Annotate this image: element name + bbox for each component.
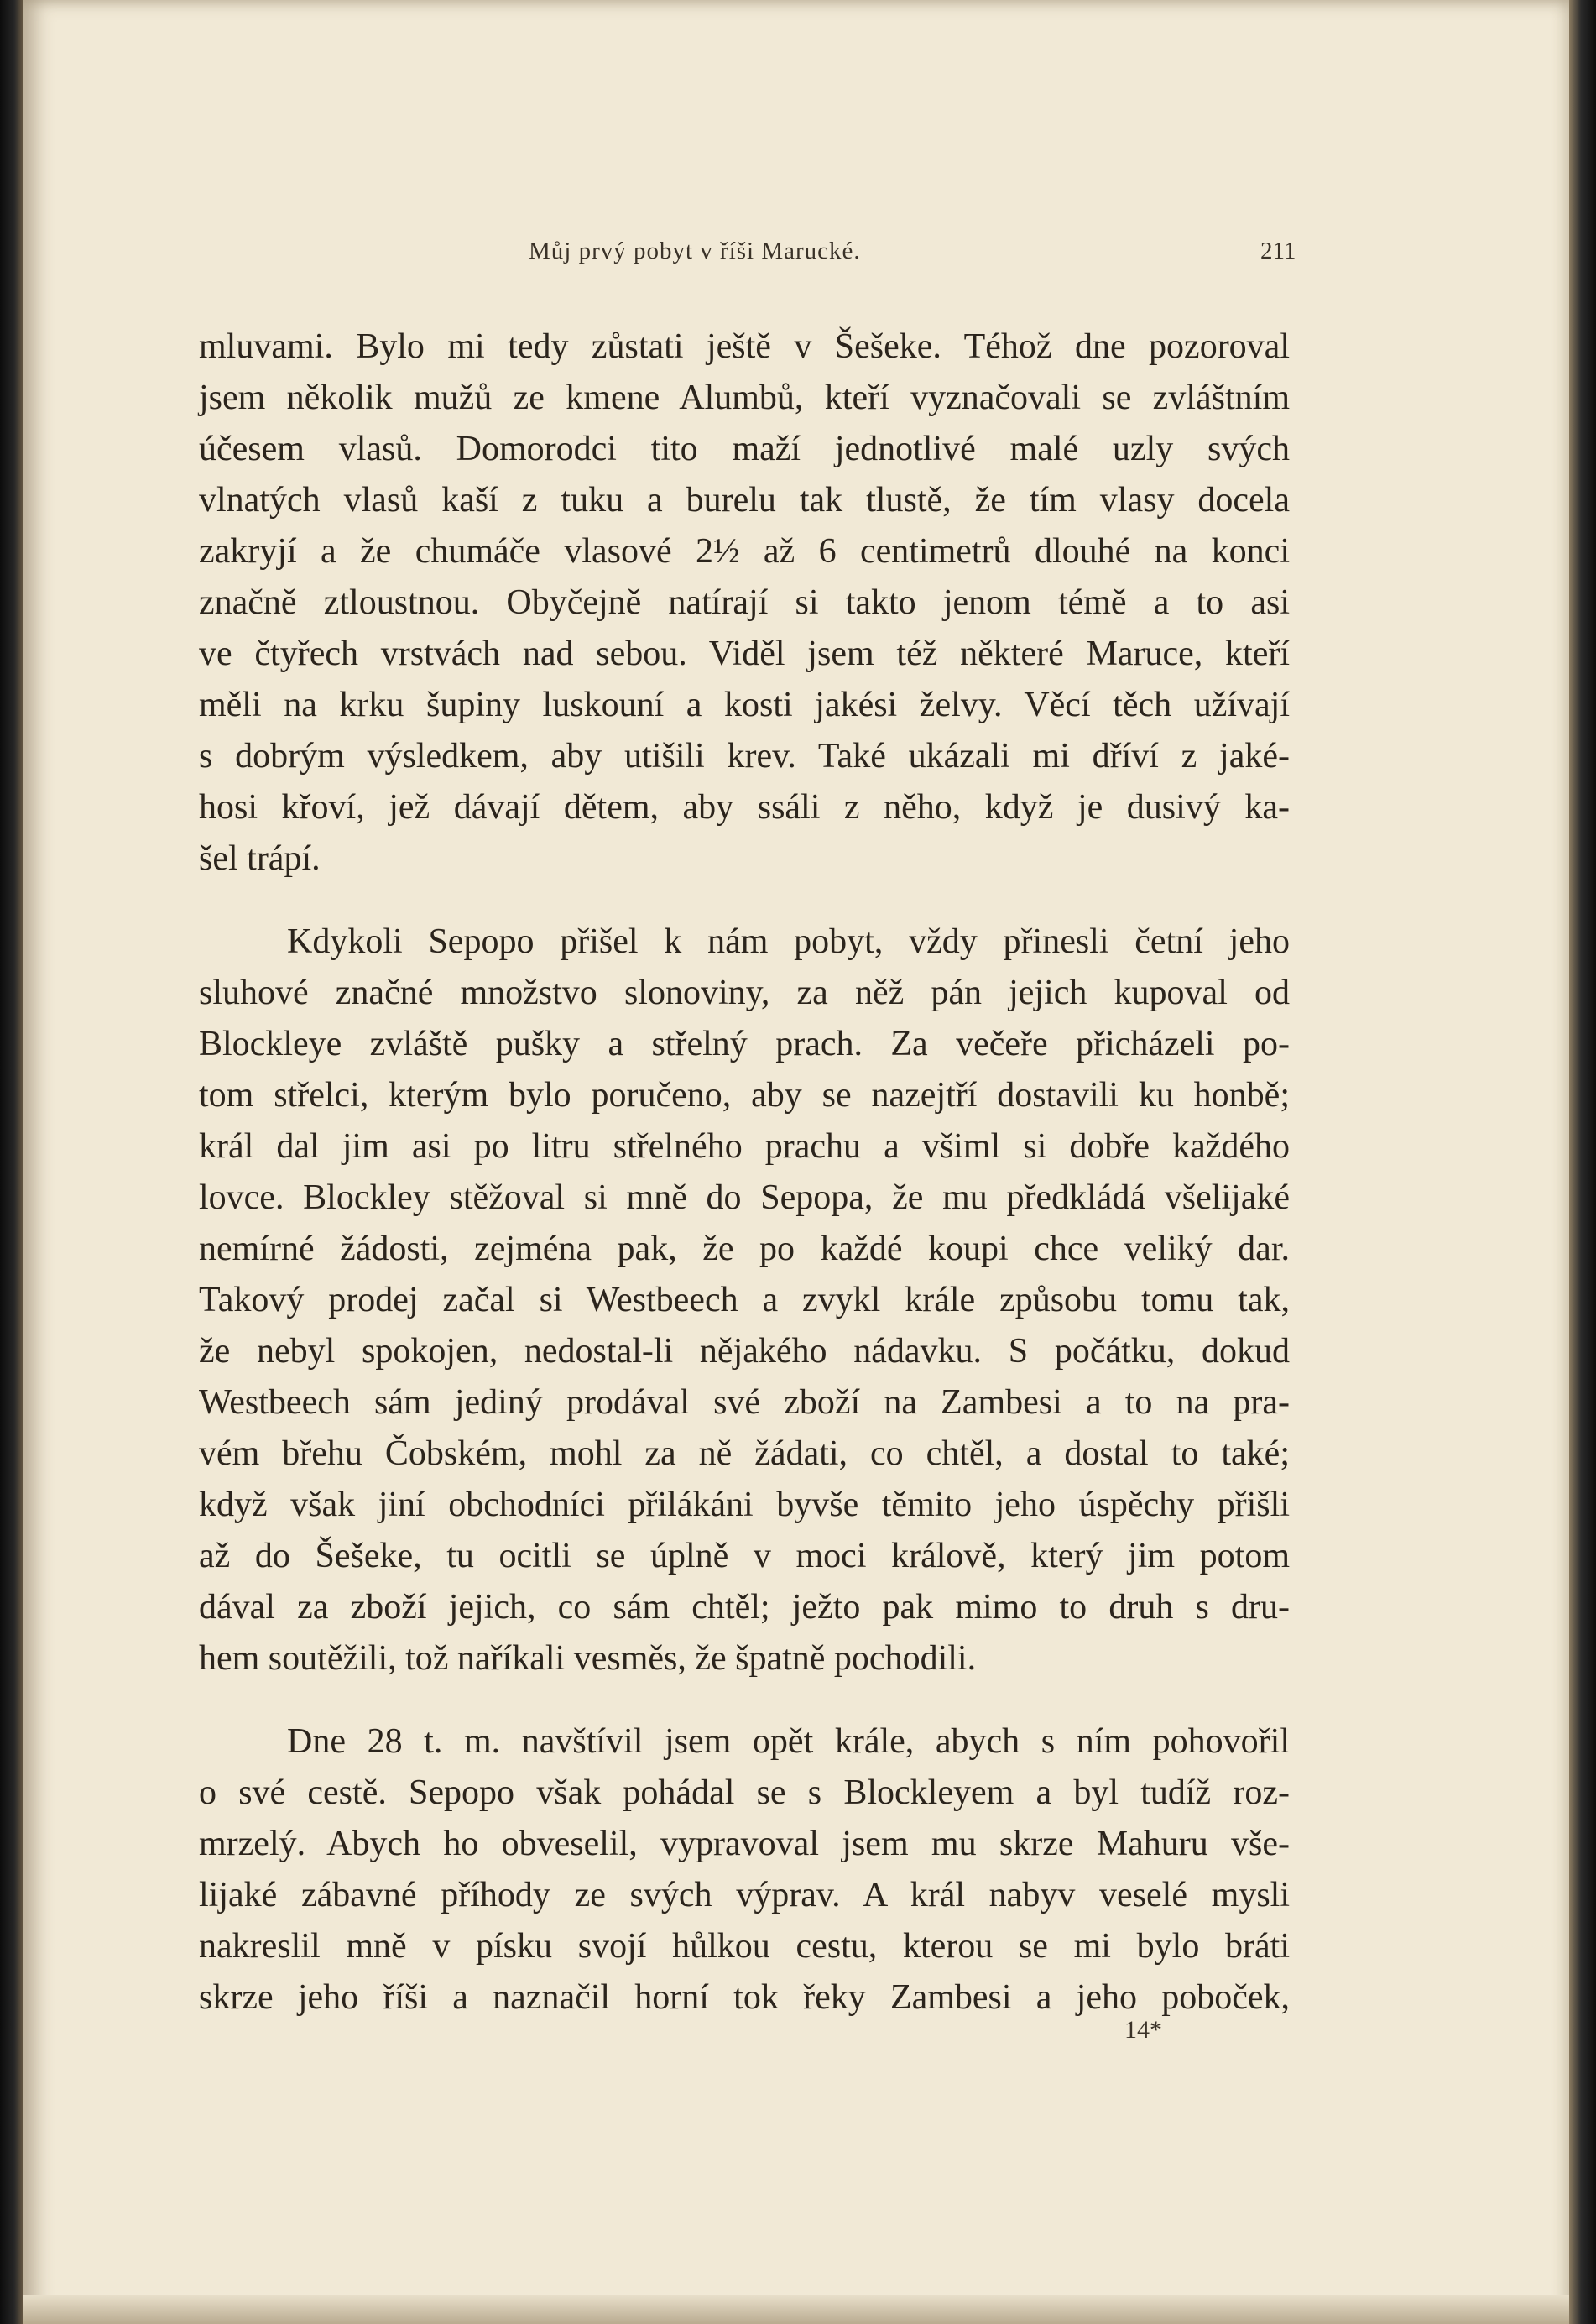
text-line: lovce. Blockley stěžoval si mně do Sepopa, že mu předkládá všelijaké xyxy=(199,1178,1290,1217)
text-line: skrze jeho říši a naznačil horní tok řeky Zambesi a jeho poboček, xyxy=(199,1978,1290,2017)
text-line: až do Šešeke, tu ocitli se úplně v moci králově, který jim potom xyxy=(199,1537,1290,1575)
paragraph-2 xyxy=(199,917,1290,1684)
text-line: hem soutěžili, tož naříkali vesměs, že špatně pochodili. xyxy=(199,1639,977,1678)
page-number: 211 xyxy=(1260,238,1296,264)
paragraph-3 xyxy=(199,1716,1290,2024)
text-line: vlnatých vlasů kaší z tuku a burelu tak tlustě, že tím vlasy docela xyxy=(199,481,1290,520)
paragraph-1 xyxy=(199,321,1290,885)
scan-right-edge xyxy=(1569,0,1596,2324)
text-line: mrzelý. Abych ho obveselil, vypravoval jsem mu skrze Mahuru vše- xyxy=(199,1825,1290,1863)
text-line: nemírné žádosti, zejména pak, že po každé koupi chce veliký dar. xyxy=(199,1230,1290,1268)
text-line: hosi křoví, jež dávají dětem, aby ssáli z něho, když je dusivý ka- xyxy=(199,788,1290,827)
text-line: Takový prodej začal si Westbeech a zvykl krále způsobu tomu tak, xyxy=(199,1281,1290,1319)
text-line: nakreslil mně v písku svojí hůlkou cestu, kterou se mi bylo bráti xyxy=(199,1927,1290,1966)
text-line: jsem několik mužů ze kmene Alumbů, kteří vyznačovali se zvláštním xyxy=(199,379,1290,417)
text-line: tom střelci, kterým bylo poručeno, aby se nazejtří dostavili ku honbě; xyxy=(199,1076,1290,1115)
text-line: mluvami. Bylo mi tedy zůstati ještě v Šešeke. Téhož dne pozoroval xyxy=(199,327,1290,366)
text-line: s dobrým výsledkem, aby utišili krev. Také ukázali mi dříví z jaké- xyxy=(199,737,1290,776)
scan-bottom-edge xyxy=(23,2295,1569,2324)
text-line: o své cestě. Sepopo však pohádal se s Blockleyem a byl tudíž roz- xyxy=(199,1773,1290,1812)
running-head: Můj prvý pobyt v říši Marucké. xyxy=(529,238,861,264)
text-line: účesem vlasů. Domorodci tito maží jednotlivé malé uzly svých xyxy=(199,430,1290,468)
signature-mark: 14* xyxy=(1124,2016,1162,2044)
text-line: lijaké zábavné příhody ze svých výprav. A král nabyv veselé mysli xyxy=(199,1876,1290,1914)
text-line: ve čtyřech vrstvách nad sebou. Viděl jsem též některé Maruce, kteří xyxy=(199,635,1290,673)
text-line: Blockleye zvláště pušky a střelný prach. Za večeře přicházeli po- xyxy=(199,1025,1290,1063)
paragraph-gap xyxy=(199,885,1290,917)
paragraph-gap xyxy=(199,1684,1290,1716)
text-line: měli na krku šupiny luskouní a kosti jakési želvy. Věcí těch užívají xyxy=(199,686,1290,724)
text-line: Westbeech sám jediný prodával své zboží na Zambesi a to na pra- xyxy=(199,1383,1290,1422)
text-line: Dne 28 t. m. navštívil jsem opět krále, abych s ním pohovořil xyxy=(287,1722,1290,1761)
text-line: šel trápí. xyxy=(199,839,321,878)
body-text xyxy=(199,321,1290,2024)
text-line: když však jiní obchodníci přilákáni byvše těmito jeho úspěchy přišli xyxy=(199,1486,1290,1524)
text-line: sluhové značné množstvo slonoviny, za něž pán jejich kupoval od xyxy=(199,974,1290,1012)
text-line: Kdykoli Sepopo přišel k nám pobyt, vždy přinesli četní jeho xyxy=(287,922,1290,961)
text-line: značně ztloustnou. Obyčejně natírají si takto jenom témě a to asi xyxy=(199,583,1290,622)
text-line: vém břehu Čobském, mohl za ně žádati, co chtěl, a dostal to také; xyxy=(199,1434,1290,1473)
text-line: že nebyl spokojen, nedostal-li nějakého nádavku. S počátku, dokud xyxy=(199,1332,1290,1371)
text-line: král dal jim asi po litru střelného prachu a všiml si dobře každého xyxy=(199,1127,1290,1166)
text-line: zakryjí a že chumáče vlasové 2½ až 6 centimetrů dlouhé na konci xyxy=(199,532,1290,571)
scan-left-edge xyxy=(0,0,23,2324)
text-line: dával za zboží jejich, co sám chtěl; ježto pak mimo to druh s dru- xyxy=(199,1588,1290,1627)
